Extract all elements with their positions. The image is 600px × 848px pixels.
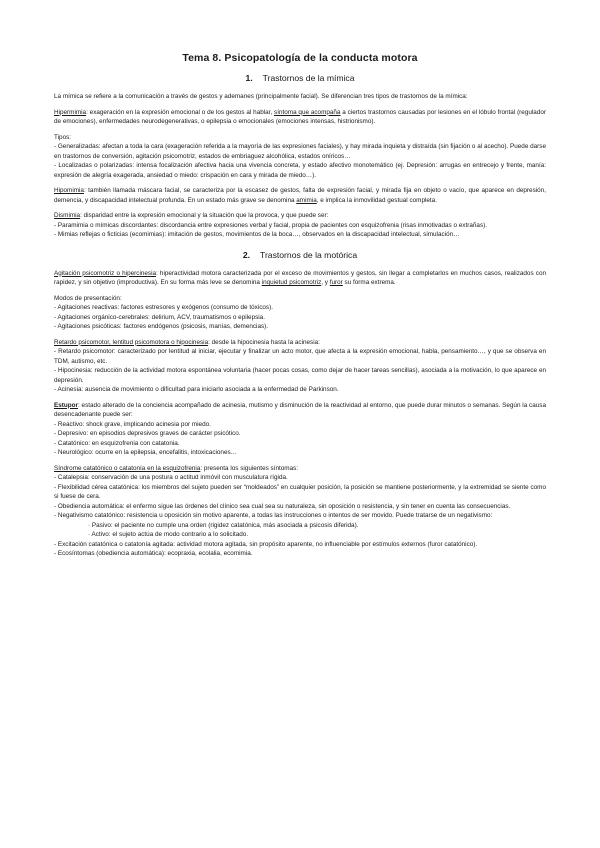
retardo-psicomotor: - Retardo psicomotor: caracterizado por lentitud al iniciar, ejecutar y finalizar un acto motor, que afecta a la expresión emocional, habla, pensamiento…, y que se observa en TDM, autismo, etc. bbox=[54, 348, 546, 365]
section-2-heading bbox=[54, 250, 546, 260]
document-title: Tema 8. Psicopatología de la conducta motora bbox=[182, 52, 418, 64]
modo-psicoticas: - Agitaciones psicóticas: factores endógenos (psicosis, manías, demencias). bbox=[54, 323, 269, 330]
hipomimia-term: Hipomimia bbox=[54, 187, 84, 194]
dismimia-term: Dismimia bbox=[54, 212, 81, 219]
sindrome-paragraph bbox=[54, 464, 546, 474]
retardo-acinesia: - Acinesia: ausencia de movimiento o dificultad para iniciarlo asociada a la enfermedad de Parkinson. bbox=[54, 386, 339, 393]
estupor-reactivo: - Reactivo: shock grave, implicando acinesia por miedo. bbox=[54, 420, 211, 428]
sindrome-text: : presenta los siguientes síntomas: bbox=[200, 464, 299, 472]
sindrome-ecosintomas: - Ecosíntomas (obediencia automática): ecopraxia, ecolalia, ecomimia. bbox=[54, 550, 253, 557]
sindrome-flexibilidad: - Flexibilidad cérea catatónica: los miembros del sujeto pueden ser “moldeados” en cualquier posición, la posición se mantiene posteriormente, y la extremidad se siente como si fuese de cera. bbox=[54, 483, 546, 500]
retardo-hipocinesia: - Hipocinesia: reducción de la actividad motora espontánea voluntaria (hacer pocas cosas, como dejar de hacer tareas sencillas), asociada a la motivación, lo que aparece en depresión. bbox=[54, 367, 546, 384]
hipermimia-text-b: a ciertos trastornos causadas por lesiones en el lóbulo frontal (regulador de emociones), enfermedades neurodegenerativas, o epilepsia o emocionales (emociones intensas, histrionismo). bbox=[54, 108, 546, 125]
agitacion-text-b: , y bbox=[321, 279, 328, 286]
inquietud-term: inquietud psicomotriz bbox=[261, 279, 322, 286]
sindrome-catalepsia: - Catalepsia: conservación de una postura o actitud inmóvil con musculatura rígida. bbox=[54, 474, 288, 481]
modo-organicas: - Agitaciones orgánico-cerebrales: delirium, ACV, traumatismos o epilepsia. bbox=[54, 313, 265, 321]
retardo-term: Retardo psicomotor, lentitud psicomotora o hipocinesia bbox=[54, 338, 209, 346]
sindrome-negativismo: - Negativismo catatónico: resistencia u oposición sin motivo aparente, a todas las instrucciones o intentos de ser movido. Puede tratarse de un negativismo: bbox=[54, 512, 493, 519]
hipomimia-text-b: , e implica la inmovilidad gestual completa. bbox=[316, 196, 437, 204]
sindrome-term: Síndrome catatónico o catatonía en la esquizofrenia bbox=[54, 464, 201, 472]
amimia-term: amimia bbox=[296, 196, 317, 204]
sindrome-excitacion: - Excitación catatónica o catatonía agitada: actividad motora agitada, sin propósito aparente, no influenciable por estímulos externos (furor catatónico). bbox=[54, 540, 478, 548]
estupor-catatonico: - Catatónico: en esquizofrenia con catatonia. bbox=[54, 439, 180, 447]
estupor-term: Estupor bbox=[54, 401, 78, 409]
hipermimia-term-2: síntoma que acompaña bbox=[274, 108, 341, 116]
section-1-title: Trastornos de la mímica bbox=[262, 73, 355, 83]
agitacion-text-a: : hiperactividad motora caracterizada por el exceso de movimientos y gestos, sin llegar a completarlos en muchos casos, realizados con rapidez, y sin objetivo (improductiva). En su forma más leve se denomina bbox=[54, 269, 546, 286]
estupor-neurologico: - Neurológico: ocurre en la epilepsia, encefalitis, intoxicaciones… bbox=[54, 449, 238, 456]
tipo-localizadas: - Localizadas o polarizadas: intensa focalización afectiva hacia una vivencia concreta, y estado afectivo monotemático (ej. Depresión: arrugas en entrecejo y frente, manía: expresión de alegría exagerada, ansiedad o miedo: crispación en cara y mirada de miedo…). bbox=[54, 162, 546, 179]
modo-reactivas: - Agitaciones reactivas: factores estresores y exógenos (consumo de tóxicos). bbox=[54, 304, 273, 311]
hipomimia-text-a: : también llamada máscara facial, se caracteriza por la escasez de gestos, falta de expresión facial, y mirada fija en objeto o vacío, que aparece en depresión, demencia, y discapacidad intelectual profunda. En un estado más grave se denomina bbox=[54, 187, 546, 204]
hipermimia-term: Hipermimia bbox=[54, 108, 87, 116]
dismimia-paramimia: - Paramimia o mímicas discordantes: discordancia entre expresiones verbal y facial, propia de pacientes con esquizofrenia (risas inmotivadas o extrañas). bbox=[54, 221, 487, 229]
dismimia-paragraph bbox=[54, 211, 546, 221]
mimica-intro: La mímica se refiere a la comunicación a través de gestos y ademanes (principalmente facial). Se diferencian tres tipos de trastornos de la mímica: bbox=[54, 93, 468, 100]
sindrome-obediencia: - Obediencia automática: el enfermo sigue las órdenes del clínico sea cual sea su naturaleza, sin oposición o resistencia, y sin tener en cuenta las consecuencias. bbox=[54, 502, 511, 510]
dismimia-text: : disparidad entre la expresión emocional y la situación que la provoca, y que puede ser: bbox=[80, 212, 329, 219]
furor-term: furor bbox=[329, 279, 343, 286]
sindrome-negativismo-pasivo: · Pasivo: el paciente no cumple una orden (rigidez catatónica, más asociada a psicosis diferida). bbox=[88, 521, 359, 529]
estupor-text: : estado alterado de la conciencia acompañado de acinesia, mutismo y disminución de la reactividad al entorno, que puede durar minutos o semanas. Según la causa desencadenante puede ser: bbox=[54, 401, 546, 418]
hipermimia-text-a: : exageración en la expresión emocional o de los gestos al hablar, bbox=[86, 108, 273, 116]
section-2-title: Trastornos de la motórica bbox=[260, 249, 358, 260]
retardo-text: : desde la hipocinesia hasta la acinesia: bbox=[208, 338, 320, 346]
agitacion-paragraph bbox=[54, 269, 546, 288]
hipermimia-paragraph bbox=[54, 108, 546, 127]
estupor-depresivo: - Depresivo: en episodios depresivos graves de carácter psicótico. bbox=[54, 430, 241, 437]
estupor-paragraph bbox=[54, 401, 546, 420]
dismimia-ecomimias: - Mimias reflejas o ficticias (ecomimias): imitación de gestos, movimientos de la boca…, observados en la discapacidad intelectual, simulación… bbox=[54, 231, 460, 238]
tipos-label: Tipos: bbox=[54, 133, 72, 141]
section-1-number: 1. bbox=[245, 73, 253, 83]
modos-label: Modos de presentación: bbox=[54, 294, 122, 302]
hipomimia-paragraph bbox=[54, 186, 546, 205]
sindrome-negativismo-activo: · Activo: el sujeto actúa de modo contrario a lo solicitado. bbox=[88, 531, 249, 538]
agitacion-term: Agitación psicomotriz o hipercinesia bbox=[54, 269, 157, 277]
section-1-heading bbox=[54, 73, 546, 83]
tipo-generalizadas: - Generalizadas: afectan a toda la cara (exageración referida a la mayoría de las expresiones faciales), y hay mirada inquieta y distraída (sin fijación o al acecho). Puede darse en trastornos de conversión, agitación psicomotriz, estados de embriaguez alcohólica, estados oníricos… bbox=[54, 143, 546, 160]
agitacion-text-c: su forma extrema. bbox=[342, 279, 396, 286]
retardo-paragraph bbox=[54, 338, 546, 348]
section-2-number: 2. bbox=[242, 249, 251, 260]
